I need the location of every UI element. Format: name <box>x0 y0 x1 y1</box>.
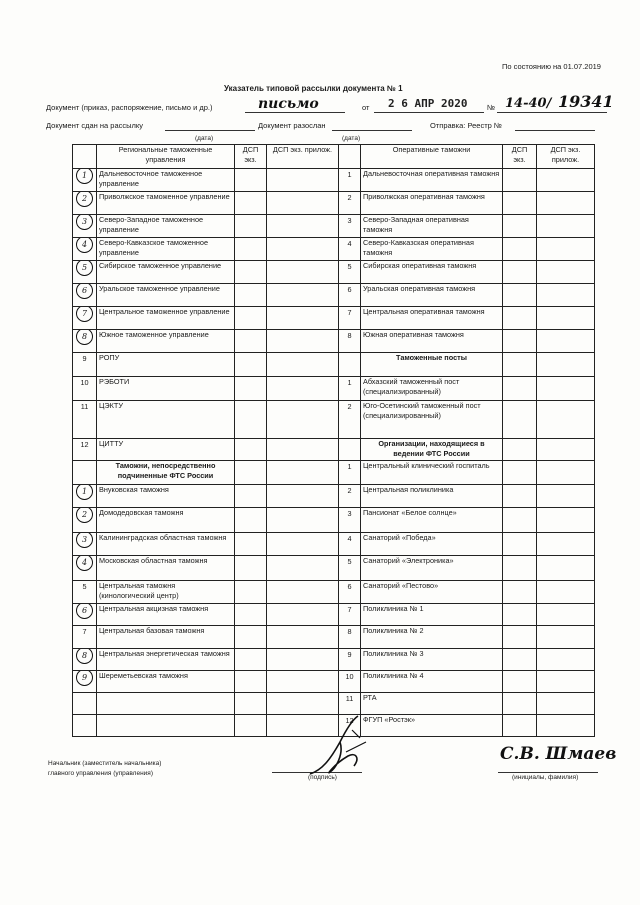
right-dsp-att-cell <box>537 581 595 604</box>
left-row-text: Центральная энергетическая таможня <box>97 649 235 671</box>
row-number-text: 12 <box>80 440 89 449</box>
left-dsp-att-cell <box>267 604 339 626</box>
left-dsp-att-cell <box>267 377 339 401</box>
left-row-number <box>73 556 97 581</box>
left-dsp-att-cell <box>267 461 339 485</box>
left-dsp-cell <box>235 604 267 626</box>
left-row-text: Северо-Западное таможенное управление <box>97 215 235 238</box>
right-dsp-att-cell <box>537 215 595 238</box>
doc-date-stamp: 2 6 АПР 2020 <box>388 97 468 110</box>
left-dsp-att-cell <box>267 485 339 508</box>
issued-underline <box>165 122 255 131</box>
left-row-number <box>73 330 97 353</box>
left-dsp-cell <box>235 439 267 461</box>
left-row-text: Центральное таможенное управление <box>97 307 235 330</box>
right-dsp-cell <box>503 649 537 671</box>
row-number-text: 1 <box>347 170 352 179</box>
right-dsp-att-cell <box>537 626 595 649</box>
right-dsp-att-cell <box>537 671 595 693</box>
right-row-number <box>339 307 361 330</box>
from-label: от <box>362 103 370 112</box>
right-row-number <box>339 330 361 353</box>
issued-label: Документ сдан на рассылку <box>46 121 143 130</box>
row-number-text: 10 <box>80 378 89 387</box>
right-row-number <box>339 169 361 192</box>
table-row <box>73 401 595 439</box>
row-number-text: 7 <box>347 605 352 614</box>
left-dsp-cell <box>235 284 267 307</box>
date-caption-2: (дата) <box>342 135 361 142</box>
left-dsp-att-cell <box>267 261 339 284</box>
left-dsp-cell <box>235 377 267 401</box>
table-row <box>73 284 595 307</box>
header-dsp-left: ДСП экз. <box>235 145 267 169</box>
left-dsp-cell <box>235 485 267 508</box>
row-number-text: 8 <box>347 627 352 636</box>
left-row-text: РЭБОТИ <box>97 377 235 401</box>
right-dsp-att-cell <box>537 439 595 461</box>
table-row <box>73 461 595 485</box>
right-row-text: Сибирская оперативная таможня <box>361 261 503 284</box>
right-dsp-cell <box>503 377 537 401</box>
left-row-text: Домодедовская таможня <box>97 508 235 533</box>
row-number-text: 1 <box>347 462 352 471</box>
name-caption: (инициалы, фамилия) <box>512 774 579 781</box>
left-row-number <box>73 461 97 485</box>
right-dsp-cell <box>503 604 537 626</box>
row-number-text: 2 <box>347 486 352 495</box>
circled-number: 6 <box>76 604 93 620</box>
circled-number: 5 <box>76 261 93 277</box>
right-row-text: ФГУП «Ростэк» <box>361 715 503 737</box>
doc-number-handwritten-2: 19341 <box>558 92 614 111</box>
right-row-number <box>339 238 361 261</box>
row-number-text: 9 <box>347 650 352 659</box>
right-dsp-cell <box>503 508 537 533</box>
left-dsp-att-cell <box>267 671 339 693</box>
right-dsp-att-cell <box>537 377 595 401</box>
row-number-text: 8 <box>347 331 352 340</box>
table-row <box>73 238 595 261</box>
circled-number: 3 <box>76 533 93 549</box>
right-dsp-att-cell <box>537 533 595 556</box>
right-dsp-cell <box>503 330 537 353</box>
left-row-text: Уральское таможенное управление <box>97 284 235 307</box>
left-row-text: РОПУ <box>97 353 235 377</box>
table-row <box>73 581 595 604</box>
left-row-number <box>73 626 97 649</box>
left-row-text <box>97 693 235 715</box>
right-row-number <box>339 533 361 556</box>
right-dsp-cell <box>503 461 537 485</box>
right-row-text: Центральная поликлиника <box>361 485 503 508</box>
left-dsp-cell <box>235 671 267 693</box>
left-row-text: Дальневосточное таможенное управление <box>97 169 235 192</box>
right-row-text: Северо-Западная оперативная таможня <box>361 215 503 238</box>
right-dsp-cell <box>503 671 537 693</box>
right-row-text: Поликлиника № 3 <box>361 649 503 671</box>
right-dsp-cell <box>503 693 537 715</box>
left-row-number <box>73 604 97 626</box>
left-row-number <box>73 284 97 307</box>
row-number-text: 6 <box>347 285 352 294</box>
table-row <box>73 261 595 284</box>
right-row-text: Абхазский таможенный пост (специализированный) <box>361 377 503 401</box>
left-row-text: Южное таможенное управление <box>97 330 235 353</box>
right-dsp-cell <box>503 581 537 604</box>
row-number-text: 3 <box>347 509 352 518</box>
right-dsp-cell <box>503 215 537 238</box>
table-row <box>73 330 595 353</box>
left-dsp-cell <box>235 330 267 353</box>
row-number-text: 10 <box>345 672 354 681</box>
right-dsp-cell <box>503 261 537 284</box>
left-dsp-att-cell <box>267 581 339 604</box>
right-row-text: Приволжская оперативная таможня <box>361 192 503 215</box>
left-row-number <box>73 693 97 715</box>
left-row-text <box>97 715 235 737</box>
right-row-text: Санаторий «Победа» <box>361 533 503 556</box>
circled-number: 2 <box>76 508 93 524</box>
left-dsp-att-cell <box>267 649 339 671</box>
row-number-text: 5 <box>347 557 352 566</box>
right-row-text: Поликлиника № 2 <box>361 626 503 649</box>
right-dsp-att-cell <box>537 401 595 439</box>
distribution-table <box>72 144 595 737</box>
left-dsp-att-cell <box>267 439 339 461</box>
right-row-number <box>339 439 361 461</box>
circled-number: 4 <box>76 238 93 254</box>
row-number-text: 11 <box>80 402 89 411</box>
right-row-number <box>339 485 361 508</box>
left-dsp-att-cell <box>267 353 339 377</box>
circled-number: 6 <box>76 284 93 300</box>
right-row-text: Юго-Осетинский таможенный пост (специализированный) <box>361 401 503 439</box>
left-row-number <box>73 307 97 330</box>
right-dsp-att-cell <box>537 508 595 533</box>
left-row-number <box>73 377 97 401</box>
left-row-text: Центральная таможня (кинологический центр) <box>97 581 235 604</box>
table-row <box>73 192 595 215</box>
left-row-number <box>73 215 97 238</box>
left-dsp-cell <box>235 215 267 238</box>
right-row-number <box>339 626 361 649</box>
right-row-text: Таможенные посты <box>361 353 503 377</box>
left-dsp-att-cell <box>267 307 339 330</box>
table-row <box>73 533 595 556</box>
row-number-text: 3 <box>347 216 352 225</box>
left-dsp-att-cell <box>267 215 339 238</box>
right-row-number <box>339 671 361 693</box>
right-row-text: Поликлиника № 4 <box>361 671 503 693</box>
left-row-number <box>73 649 97 671</box>
left-row-number <box>73 401 97 439</box>
signature-name: С.В. Шмаев <box>500 744 617 764</box>
right-row-number <box>339 461 361 485</box>
number-label: № <box>487 103 496 112</box>
right-dsp-cell <box>503 192 537 215</box>
head-label-2: главного управления (управления) <box>48 770 153 777</box>
right-row-number <box>339 508 361 533</box>
table-row <box>73 307 595 330</box>
right-row-number <box>339 192 361 215</box>
left-row-number <box>73 169 97 192</box>
table-row <box>73 508 595 533</box>
table-row <box>73 556 595 581</box>
row-number-text: 11 <box>345 694 354 703</box>
circled-number: 8 <box>76 649 93 665</box>
left-row-number <box>73 261 97 284</box>
left-dsp-att-cell <box>267 192 339 215</box>
right-dsp-att-cell <box>537 556 595 581</box>
row-number-text: 5 <box>82 582 87 591</box>
left-row-number <box>73 353 97 377</box>
left-dsp-cell <box>235 401 267 439</box>
left-row-text: Центральная акцизная таможня <box>97 604 235 626</box>
left-dsp-cell <box>235 261 267 284</box>
row-number-text: 7 <box>347 308 352 317</box>
left-dsp-cell <box>235 581 267 604</box>
table-row <box>73 649 595 671</box>
left-dsp-cell <box>235 556 267 581</box>
row-number-text: 5 <box>347 262 352 271</box>
circled-number: 3 <box>76 215 93 231</box>
right-row-text: Дальневосточная оперативная таможня <box>361 169 503 192</box>
right-row-number <box>339 377 361 401</box>
right-dsp-att-cell <box>537 485 595 508</box>
right-dsp-cell <box>503 439 537 461</box>
name-underline <box>498 764 598 773</box>
right-row-number <box>339 215 361 238</box>
left-dsp-cell <box>235 461 267 485</box>
right-row-text: Центральная оперативная таможня <box>361 307 503 330</box>
left-dsp-att-cell <box>267 169 339 192</box>
right-row-number <box>339 261 361 284</box>
left-dsp-cell <box>235 508 267 533</box>
left-row-number <box>73 715 97 737</box>
circled-number: 7 <box>76 307 93 323</box>
right-row-text: Санаторий «Электроника» <box>361 556 503 581</box>
header-left: Региональные таможенные управления <box>97 145 235 169</box>
right-dsp-cell <box>503 284 537 307</box>
right-dsp-att-cell <box>537 261 595 284</box>
left-row-number <box>73 581 97 604</box>
left-dsp-cell <box>235 192 267 215</box>
right-row-number <box>339 581 361 604</box>
row-number-text: 2 <box>347 193 352 202</box>
page-title: Указатель типовой рассылки документа № 1 <box>224 84 403 93</box>
right-dsp-cell <box>503 556 537 581</box>
right-dsp-cell <box>503 715 537 737</box>
table-row <box>73 169 595 192</box>
left-row-text: Таможни, непосредственно подчиненные ФТС России <box>97 461 235 485</box>
circled-number: 2 <box>76 192 93 208</box>
left-row-number <box>73 508 97 533</box>
row-number-text: 2 <box>347 402 352 411</box>
left-row-text: Сибирское таможенное управление <box>97 261 235 284</box>
doc-number-handwritten: 14-40/ <box>505 96 552 111</box>
left-row-number <box>73 485 97 508</box>
left-dsp-cell <box>235 626 267 649</box>
right-row-text: Санаторий «Пестово» <box>361 581 503 604</box>
left-dsp-att-cell <box>267 330 339 353</box>
right-dsp-cell <box>503 401 537 439</box>
row-number-text: 9 <box>82 354 87 363</box>
circled-number: 1 <box>76 169 93 185</box>
circled-number: 9 <box>76 671 93 687</box>
signature-scribble <box>300 712 380 782</box>
table-row <box>73 671 595 693</box>
right-dsp-att-cell <box>537 169 595 192</box>
left-row-text: Приволжское таможенное управление <box>97 192 235 215</box>
header-num-right <box>339 145 361 169</box>
table-row <box>73 485 595 508</box>
left-row-text: Московская областная таможня <box>97 556 235 581</box>
right-dsp-cell <box>503 626 537 649</box>
right-dsp-att-cell <box>537 715 595 737</box>
left-dsp-cell <box>235 238 267 261</box>
left-dsp-att-cell <box>267 556 339 581</box>
right-row-number <box>339 401 361 439</box>
left-dsp-att-cell <box>267 284 339 307</box>
header-dsp-att-left: ДСП экз. прилож. <box>267 145 339 169</box>
circled-number: 1 <box>76 485 93 501</box>
right-row-number <box>339 649 361 671</box>
right-dsp-cell <box>503 238 537 261</box>
right-dsp-att-cell <box>537 693 595 715</box>
right-row-text: Южная оперативная таможня <box>361 330 503 353</box>
left-dsp-cell <box>235 533 267 556</box>
right-row-text: Пансионат «Белое солнце» <box>361 508 503 533</box>
right-dsp-att-cell <box>537 353 595 377</box>
left-dsp-cell <box>235 649 267 671</box>
right-dsp-cell <box>503 307 537 330</box>
right-dsp-att-cell <box>537 238 595 261</box>
left-row-number <box>73 671 97 693</box>
left-dsp-cell <box>235 353 267 377</box>
row-number-text: 4 <box>347 239 352 248</box>
right-dsp-att-cell <box>537 284 595 307</box>
table-row <box>73 604 595 626</box>
doc-type-handwritten: письмо <box>258 96 319 112</box>
left-dsp-cell <box>235 715 267 737</box>
right-dsp-cell <box>503 533 537 556</box>
right-dsp-cell <box>503 169 537 192</box>
left-dsp-att-cell <box>267 238 339 261</box>
right-dsp-cell <box>503 353 537 377</box>
left-row-text: Центральная базовая таможня <box>97 626 235 649</box>
left-row-text: Внуковская таможня <box>97 485 235 508</box>
right-dsp-att-cell <box>537 330 595 353</box>
left-dsp-att-cell <box>267 533 339 556</box>
right-row-text: Центральный клинический госпиталь <box>361 461 503 485</box>
doc-type-label: Документ (приказ, распоряжение, письмо и др.) <box>46 103 213 112</box>
right-dsp-att-cell <box>537 192 595 215</box>
status-date: По состоянию на 01.07.2019 <box>502 62 601 71</box>
header-dsp-right: ДСП экз. <box>503 145 537 169</box>
row-number-text: 7 <box>82 627 87 636</box>
right-dsp-att-cell <box>537 461 595 485</box>
sent-label: Документ разослан <box>258 121 326 130</box>
left-row-number <box>73 533 97 556</box>
header-num-left <box>73 145 97 169</box>
right-dsp-cell <box>503 485 537 508</box>
left-row-text: Шереметьевская таможня <box>97 671 235 693</box>
sign-caption: (подпись) <box>308 774 337 781</box>
right-row-text: РТА <box>361 693 503 715</box>
right-row-number <box>339 284 361 307</box>
dispatch-label: Отправка: Реестр № <box>430 121 502 130</box>
right-row-number <box>339 556 361 581</box>
table-row <box>73 215 595 238</box>
left-dsp-att-cell <box>267 508 339 533</box>
right-row-text: Северо-Кавказская оперативная таможня <box>361 238 503 261</box>
left-dsp-cell <box>235 693 267 715</box>
table-header-row <box>73 145 595 169</box>
right-row-number <box>339 353 361 377</box>
left-row-text: ЦЭКТУ <box>97 401 235 439</box>
table-row <box>73 377 595 401</box>
right-dsp-att-cell <box>537 307 595 330</box>
row-number-text: 12 <box>345 716 354 725</box>
dispatch-underline <box>515 122 595 131</box>
header-right: Оперативные таможни <box>361 145 503 169</box>
left-dsp-cell <box>235 307 267 330</box>
right-row-number <box>339 604 361 626</box>
table-row <box>73 439 595 461</box>
sent-underline <box>332 122 412 131</box>
left-dsp-att-cell <box>267 401 339 439</box>
right-row-text: Поликлиника № 1 <box>361 604 503 626</box>
circled-number: 4 <box>76 556 93 572</box>
row-number-text: 1 <box>347 378 352 387</box>
row-number-text: 6 <box>347 582 352 591</box>
left-row-number <box>73 192 97 215</box>
left-dsp-att-cell <box>267 626 339 649</box>
right-dsp-att-cell <box>537 604 595 626</box>
date-caption-1: (дата) <box>195 135 214 142</box>
table-row <box>73 626 595 649</box>
right-row-text: Уральская оперативная таможня <box>361 284 503 307</box>
left-row-number <box>73 439 97 461</box>
left-row-text: Северо-Кавказское таможенное управление <box>97 238 235 261</box>
head-label-1: Начальник (заместитель начальника) <box>48 760 162 767</box>
left-row-number <box>73 238 97 261</box>
left-row-text: Калининградская областная таможня <box>97 533 235 556</box>
table-row <box>73 353 595 377</box>
row-number-text: 4 <box>347 534 352 543</box>
header-dsp-att-right: ДСП экз. прилож. <box>537 145 595 169</box>
right-row-text: Организации, находящиеся в ведении ФТС России <box>361 439 503 461</box>
left-dsp-cell <box>235 169 267 192</box>
left-row-text: ЦИТТУ <box>97 439 235 461</box>
circled-number: 8 <box>76 330 93 346</box>
right-dsp-att-cell <box>537 649 595 671</box>
